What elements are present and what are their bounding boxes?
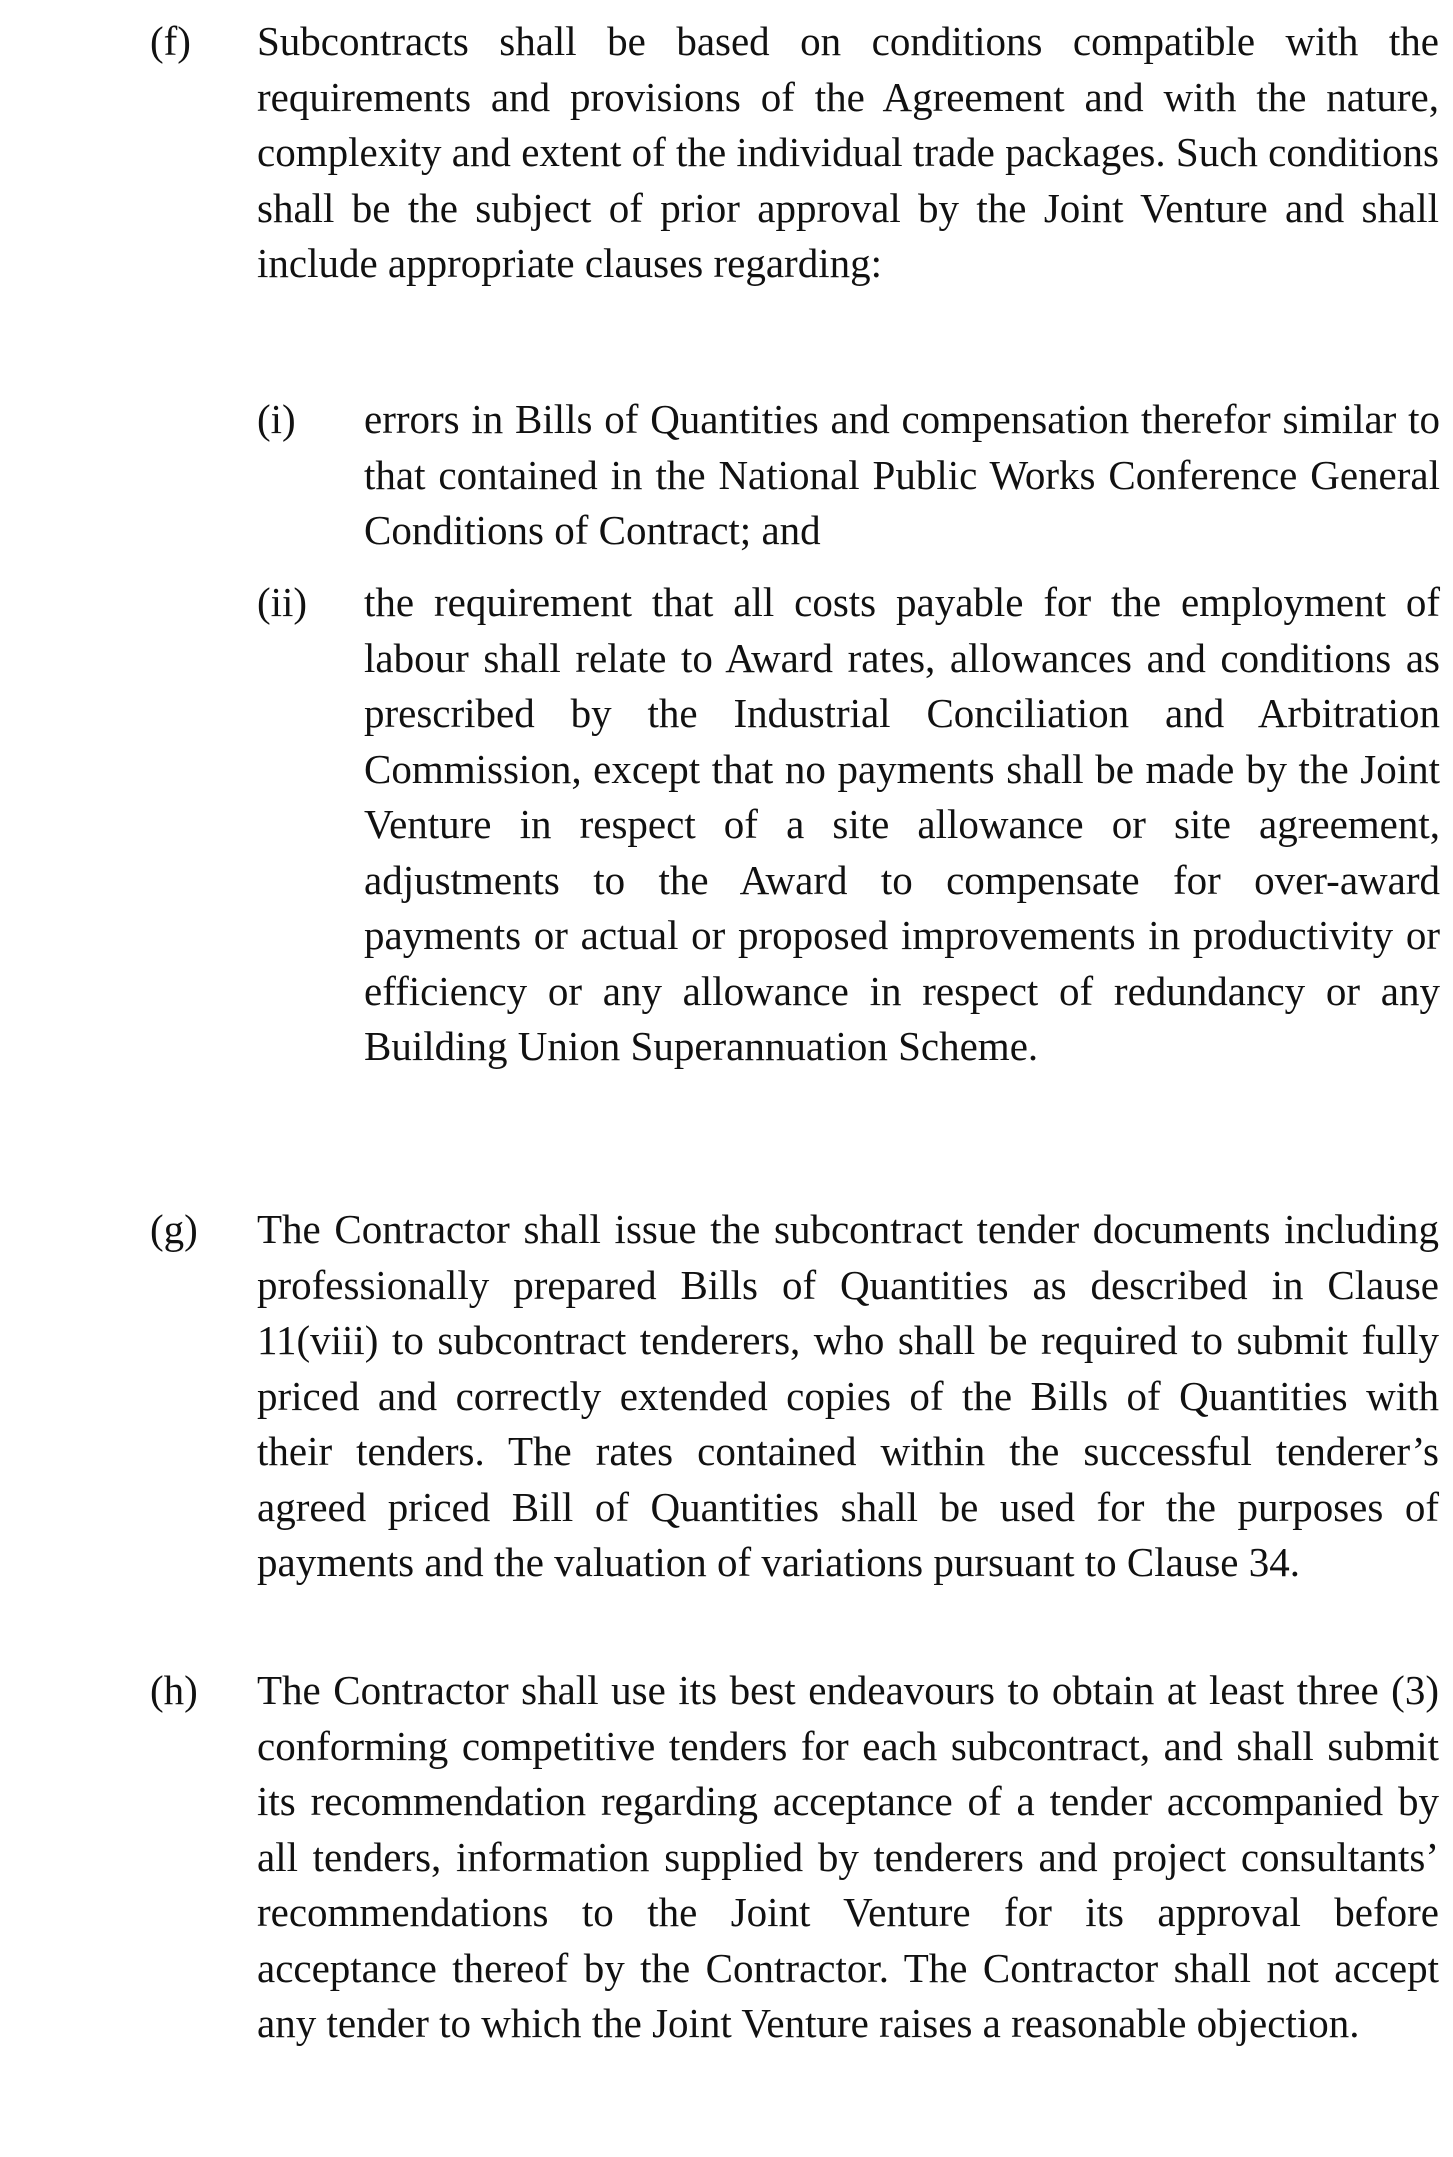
clause-f-text: Subcontracts shall be based on conditions compatible with the requirements and provisions of the Agreement and with the nature, complexity and extent of the individual trade packages. Such conditions shall be the subject of prior approval by the Joint Venture and shall include appropriate clauses regarding: — [257, 18, 1439, 286]
clause-g-text: The Contractor shall issue the subcontract tender documents including professionally prepared Bills of Quantities as described in Clause 11(viii) to subcontract tenderers, who shall be required to submit fully priced and correctly extended copies of the Bills of Quantities with their tenders. The rates contained within the successful tenderer’s agreed priced Bill of Quantities shall be used for the purposes of payments and the valuation of variations pursuant to Clause 34. — [257, 1206, 1439, 1585]
subitem-i-label: (i) — [257, 396, 296, 442]
clause-g — [150, 1202, 1440, 1591]
clause-h-text: The Contractor shall use its best endeavours to obtain at least three (3) conforming competitive tenders for each subcontract, and shall submit its recommendation regarding acceptance of a tender accompanied by all tenders, information supplied by tenderers and project consultants’ recommendations to the Joint Venture for its approval before acceptance thereof by the Contractor. The Contractor shall not accept any tender to which the Joint Venture raises a reasonable objection. — [257, 1667, 1439, 2046]
subitem-i-text: errors in Bills of Quantities and compensation therefor similar to that contained in the National Public Works Conference General Conditions of Contract; and — [364, 396, 1440, 553]
clause-f-subitem-ii — [257, 575, 1440, 1075]
clause-h — [150, 1663, 1440, 2052]
clause-g-label: (g) — [150, 1206, 198, 1252]
clause-f — [150, 14, 1440, 292]
clause-f-subitem-i — [257, 392, 1440, 559]
subitem-ii-label: (ii) — [257, 579, 308, 625]
clause-f-label: (f) — [150, 18, 191, 64]
subitem-ii-text: the requirement that all costs payable for the employment of labour shall relate to Award rates, allowances and conditions as prescribed by the Industrial Conciliation and Arbitration Commission, except that no payments shall be made by the Joint Venture in respect of a site allowance or site agreement, adjustments to the Award to compensate for over-award payments or actual or proposed improvements in productivity or efficiency or any allowance in respect of redundancy or any Building Union Superannuation Scheme. — [364, 579, 1440, 1069]
clause-h-label: (h) — [150, 1667, 198, 1713]
